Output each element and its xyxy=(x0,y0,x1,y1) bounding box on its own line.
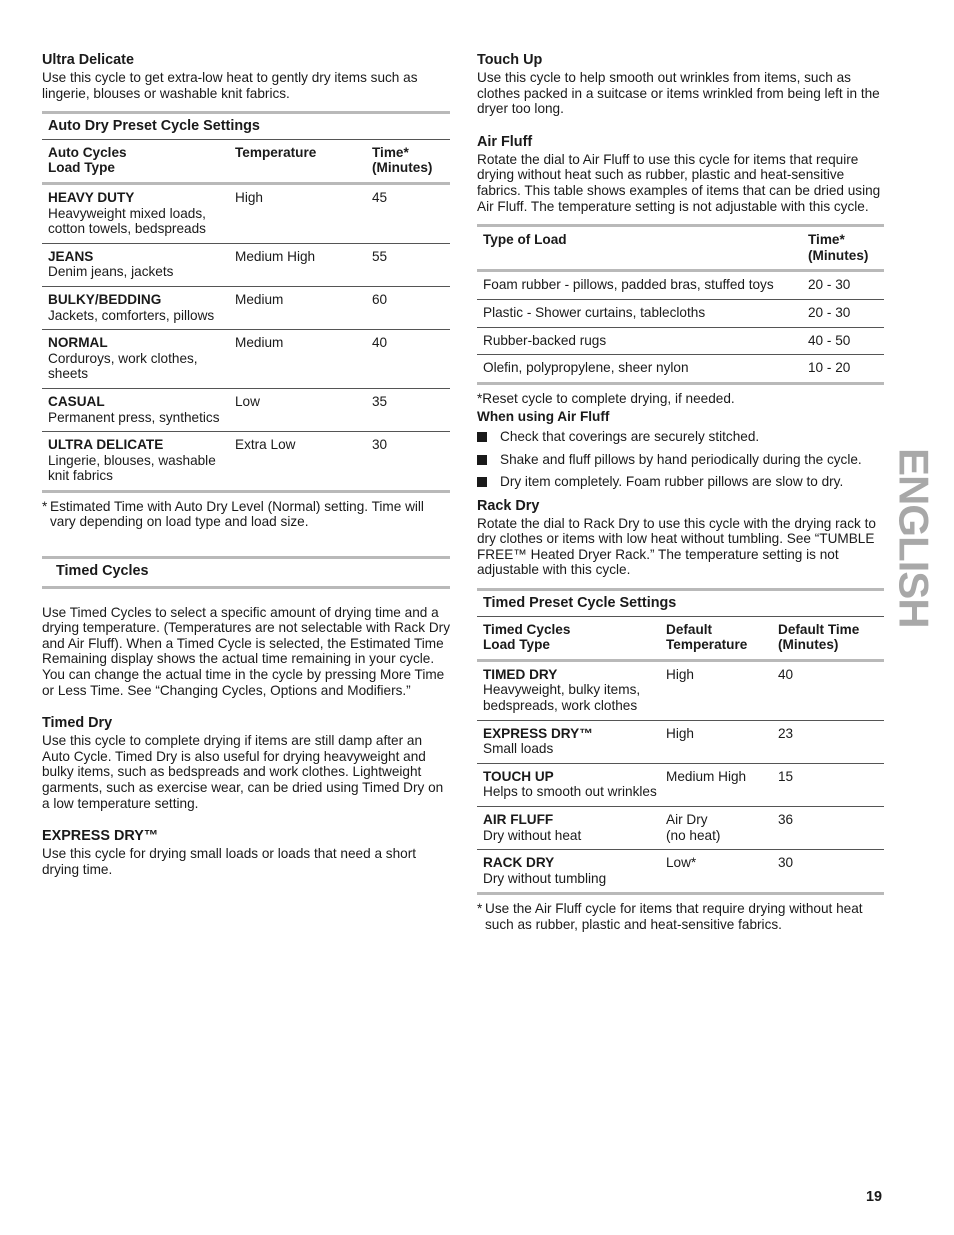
table-row xyxy=(477,272,884,299)
air-fluff-heading: Air Fluff xyxy=(477,133,533,150)
air-fluff-table xyxy=(477,224,884,385)
cycle-time: 30 xyxy=(778,855,794,871)
header-auto-cycles: Auto Cycles xyxy=(48,144,127,160)
cycle-name: BULKY/BEDDING xyxy=(48,291,162,307)
header-temperature: Temperature xyxy=(666,637,748,653)
cycle-name: CASUAL xyxy=(48,393,105,409)
auto-dry-table-body xyxy=(42,185,450,490)
list-item-text: Shake and fluff pillows by hand periodically during the cycle. xyxy=(500,451,862,467)
header-temperature: Temperature xyxy=(235,144,317,160)
cycle-time: 60 xyxy=(372,291,388,307)
cycle-name: EXPRESS DRY™ xyxy=(483,725,593,741)
load-type: Olefin, polypropylene, sheer nylon xyxy=(483,360,689,376)
header-minutes: (Minutes) xyxy=(778,637,839,653)
cycle-temp-note: (no heat) xyxy=(666,827,721,843)
cycle-time: 30 xyxy=(372,437,388,453)
list-item xyxy=(477,429,884,445)
timed-preset-table xyxy=(477,588,884,895)
cycle-time: 40 xyxy=(778,666,794,682)
table-row xyxy=(42,431,450,490)
square-bullet-icon xyxy=(477,455,487,465)
cycle-desc: Dry without tumbling xyxy=(483,870,607,886)
list-item xyxy=(477,452,884,468)
cycle-name: TIMED DRY xyxy=(483,666,558,682)
cycle-temp: High xyxy=(666,666,694,682)
cycle-name: NORMAL xyxy=(48,335,108,351)
cycle-time: 40 xyxy=(372,335,388,351)
load-time: 10 - 20 xyxy=(808,360,851,376)
when-using-heading: When using Air Fluff xyxy=(477,409,610,425)
header-default: Default xyxy=(666,621,713,637)
express-dry-text: Use this cycle for drying small loads or loads that need a short drying time. xyxy=(42,846,417,877)
cycle-temp: High xyxy=(235,189,263,205)
square-bullet-icon xyxy=(477,432,487,442)
cycle-name: JEANS xyxy=(48,248,94,264)
cycle-desc: Lingerie, blouses, washable knit fabrics xyxy=(48,452,216,484)
footnote-asterisk: * xyxy=(42,498,48,514)
cycle-temp: Extra Low xyxy=(235,437,296,453)
air-fluff-table-header xyxy=(477,227,884,272)
rack-dry-heading: Rack Dry xyxy=(477,497,540,514)
header-type-of-load: Type of Load xyxy=(483,232,567,248)
cycle-desc: Permanent press, synthetics xyxy=(48,409,220,425)
header-minutes: (Minutes) xyxy=(372,160,433,176)
cycle-time: 15 xyxy=(778,768,794,784)
header-default-time: Default Time xyxy=(778,621,860,637)
air-fluff-footnote: *Reset cycle to complete drying, if needed. xyxy=(477,390,735,406)
timed-cycles-title: Timed Cycles xyxy=(42,556,450,589)
cycle-desc: Small loads xyxy=(483,741,554,757)
table-row xyxy=(42,286,450,329)
cycle-time: 55 xyxy=(372,248,388,264)
cycle-time: 45 xyxy=(372,189,388,205)
left-column xyxy=(42,51,450,877)
list-item-text: Check that coverings are securely stitched. xyxy=(500,428,760,444)
cycle-temp: Medium High xyxy=(666,768,747,784)
ultra-delicate-text: Use this cycle to get extra-low heat to gently dry items such as lingerie, blouses or washable knit fabrics. xyxy=(42,70,418,101)
table-row xyxy=(477,720,884,763)
load-time: 20 - 30 xyxy=(808,304,851,320)
table-row xyxy=(42,185,450,243)
square-bullet-icon xyxy=(477,477,487,487)
cycle-time: 35 xyxy=(372,393,388,409)
touch-up-heading: Touch Up xyxy=(477,52,543,68)
language-side-tab-label: ENGLISH xyxy=(890,448,938,628)
cycle-temp: Medium xyxy=(235,291,284,307)
cycle-desc: Jackets, comforters, pillows xyxy=(48,307,215,323)
cycle-temp: Medium xyxy=(235,335,284,351)
header-load-type: Load Type xyxy=(483,637,550,653)
footnote-text: Estimated Time with Auto Dry Level (Normal) setting. Time will vary depending on load type and load size. xyxy=(50,498,424,530)
cycle-desc: Heavyweight mixed loads, cotton towels, bedspreads xyxy=(48,205,206,237)
load-time: 20 - 30 xyxy=(808,277,851,293)
rack-dry-text: Rotate the dial to Rack Dry to use this cycle with the drying rack to dry clothes or items with low heat without tumbling. See “TUMBLE FREE™ Heated Dryer Rack.” The temperature setting is not adjustable with this cycle. xyxy=(477,515,876,578)
table-row xyxy=(477,763,884,806)
cycle-desc: Denim jeans, jackets xyxy=(48,264,174,280)
table-row xyxy=(477,662,884,720)
touch-up-text: Use this cycle to help smooth out wrinkles from items, such as clothes packed in a suitcase or items wrinkled from being left in the dryer too long. xyxy=(477,70,880,117)
header-time: Time* xyxy=(372,144,409,160)
cycle-temp: Medium High xyxy=(235,248,316,264)
timed-preset-table-body xyxy=(477,662,884,893)
header-load-type: Load Type xyxy=(48,160,115,176)
table-row xyxy=(477,849,884,892)
when-using-list xyxy=(477,429,884,490)
load-time: 40 - 50 xyxy=(808,332,851,348)
cycle-desc: Dry without heat xyxy=(483,827,582,843)
footnote-text: Use the Air Fluff cycle for items that require drying without heat such as rubber, plastic and heat-sensitive fabrics. xyxy=(485,901,863,932)
air-fluff-table-body xyxy=(477,272,884,381)
timed-preset-table-header xyxy=(477,617,884,662)
table-row xyxy=(42,329,450,388)
auto-dry-table-title: Auto Dry Preset Cycle Settings xyxy=(42,114,450,140)
footnote-asterisk: * xyxy=(477,901,483,917)
table-row xyxy=(477,327,884,355)
cycle-name: TOUCH UP xyxy=(483,768,554,784)
timed-preset-table-title: Timed Preset Cycle Settings xyxy=(477,591,884,617)
express-dry-heading: EXPRESS DRY™ xyxy=(42,828,159,845)
list-item xyxy=(477,474,884,490)
cycle-temp: Air Dry xyxy=(666,812,708,827)
table-row xyxy=(477,806,884,849)
cycle-time: 23 xyxy=(778,725,794,741)
cycle-time: 36 xyxy=(778,812,794,827)
list-item-text: Dry item completely. Foam rubber pillows are slow to dry. xyxy=(500,474,844,490)
load-type: Rubber-backed rugs xyxy=(483,332,607,348)
cycle-name: RACK DRY xyxy=(483,855,555,871)
table-row xyxy=(477,354,884,382)
load-type: Foam rubber - pillows, padded bras, stuffed toys xyxy=(483,277,774,293)
timed-dry-text: Use this cycle to complete drying if items are still damp after an Auto Cycle. Timed Dry is also useful for drying heavyweight and bulky items, such as bedspreads and work clothes. Lightweight garments, such as exercise wear, can be dried using Timed Dry on a low temperature setting. xyxy=(42,733,444,811)
timed-cycles-text: Use Timed Cycles to select a specific amount of drying time and a drying temperature. (Temperatures are not selectable with Rack Dry and Air Fluff). When a Timed Cycle is selected, the Estimated Time Remaining display shows the actual time remaining in your cycle. You can change the actual time in the cycle by pressing More Time or Less Time. See “Changing Cycles, Options and Modifiers.” xyxy=(42,604,450,698)
auto-dry-table-header xyxy=(42,140,450,185)
right-column xyxy=(477,51,884,933)
auto-dry-footnote xyxy=(42,499,450,530)
load-type: Plastic - Shower curtains, tablecloths xyxy=(483,304,706,320)
timed-dry-heading: Timed Dry xyxy=(42,715,113,732)
table-row xyxy=(42,243,450,286)
cycle-temp: High xyxy=(666,725,694,741)
ultra-delicate-heading: Ultra Delicate xyxy=(42,52,134,68)
header-minutes: (Minutes) xyxy=(808,247,869,263)
cycle-desc: Heavyweight, bulky items, bedspreads, work clothes xyxy=(483,682,641,714)
cycle-desc: Helps to smooth out wrinkles xyxy=(483,784,657,800)
table-row xyxy=(42,388,450,431)
cycle-name: ULTRA DELICATE xyxy=(48,437,164,453)
header-timed-cycles: Timed Cycles xyxy=(483,621,571,637)
table-row xyxy=(477,299,884,327)
header-time: Time* xyxy=(808,232,845,248)
cycle-temp: Low* xyxy=(666,855,697,871)
page-number: 19 xyxy=(866,1189,883,1205)
timed-preset-footnote xyxy=(477,901,884,932)
air-fluff-text: Rotate the dial to Air Fluff to use this cycle for items that require drying without heat such as rubber, plastic and heat-sensitive fabrics. This table shows examples of items that can be dried using Air Fluff. The temperature setting is not adjustable with this cycle. xyxy=(477,151,881,214)
cycle-temp: Low xyxy=(235,393,260,409)
cycle-name: AIR FLUFF xyxy=(483,812,554,827)
cycle-desc: Corduroys, work clothes, sheets xyxy=(48,350,198,382)
language-side-tab xyxy=(889,448,939,628)
cycle-name: HEAVY DUTY xyxy=(48,189,135,205)
auto-dry-table xyxy=(42,111,450,493)
